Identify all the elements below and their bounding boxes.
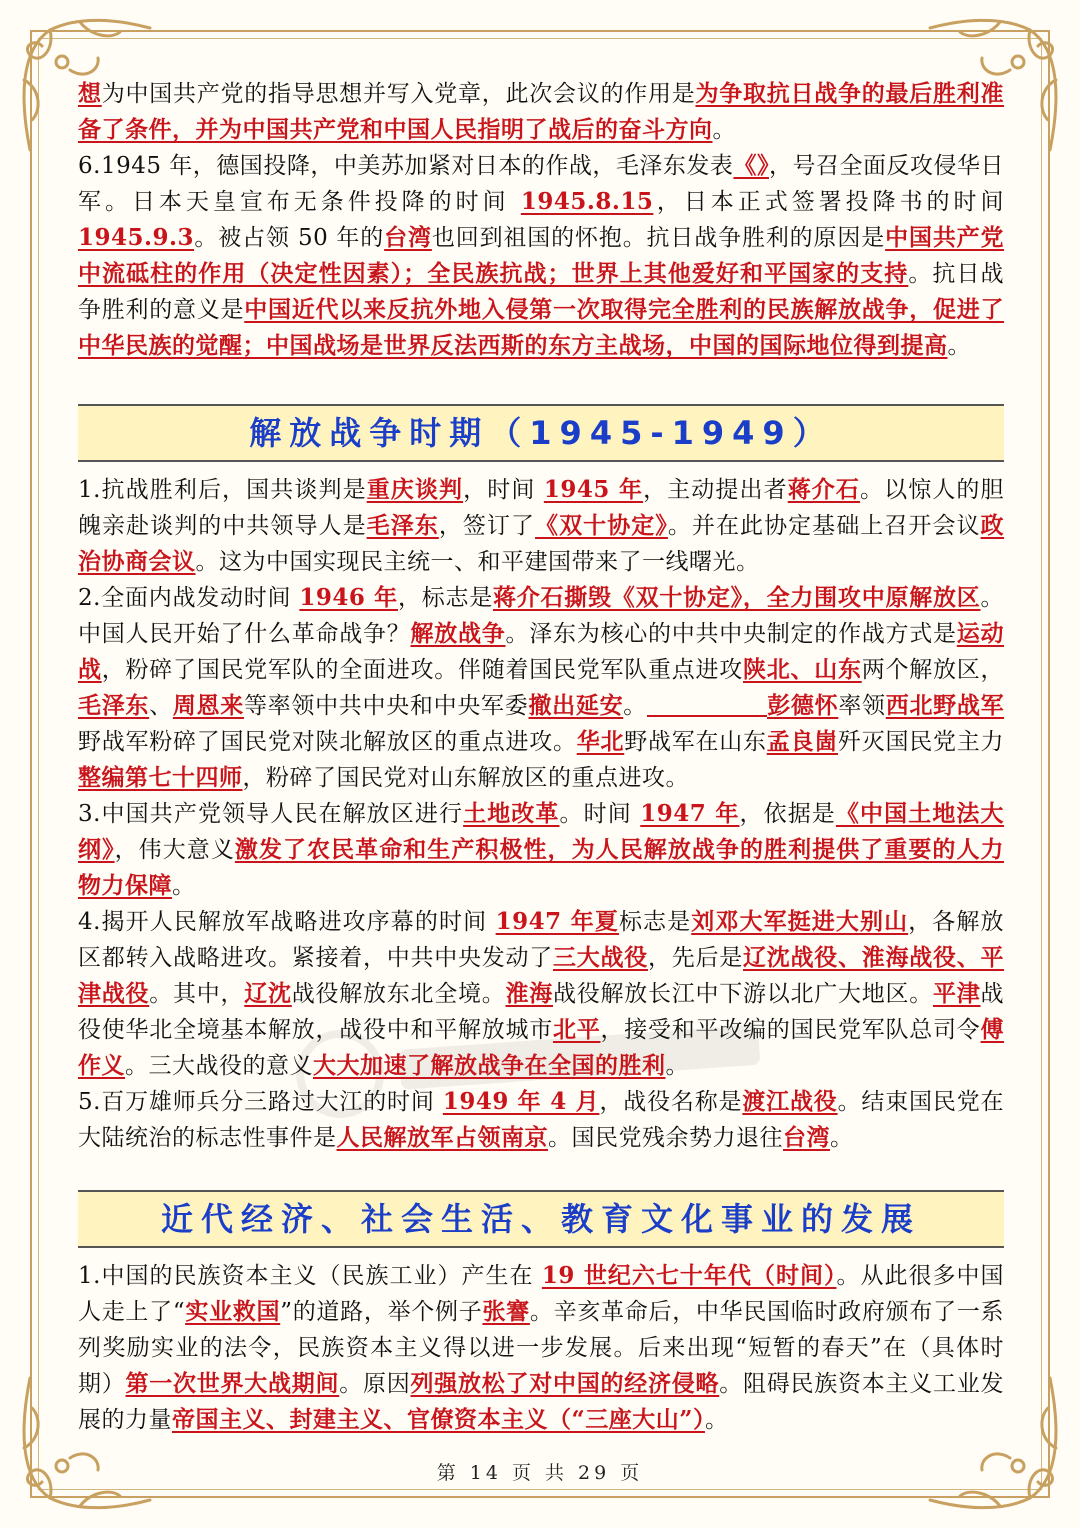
question-text: ，接受和平改编的国民党军队总司令 (600, 1017, 981, 1043)
answer-text: 彭德怀 (767, 692, 839, 719)
answer-text: 1945.8.15 (520, 188, 654, 215)
question-text: 5.百万雄师兵分三路过大江的时间 (78, 1089, 443, 1115)
answer-text: 平津 (933, 980, 981, 1007)
question-text: 。 (830, 1125, 854, 1151)
question-text: 率领 (838, 693, 886, 719)
answer-text: 台湾 (783, 1124, 830, 1151)
answer-text: 张謇 (482, 1298, 530, 1325)
question-text: 6.1945 年，德国投降，中美苏加紧对日本的作战，毛泽东发表 (78, 153, 734, 179)
question-text: 。辛亥革命后，中华民国临时政府颁布了一系列奖励实业的法令，民族资本主义得以进一步发展。后来出现“短暂的春天”在（具体时期） (78, 1299, 1005, 1397)
answer-text: 帝国主义、封建主义、官僚资本主义（“三座大山”） (172, 1406, 705, 1433)
answer-text: 人民解放军占领南京 (336, 1124, 548, 1151)
question-text: 。这为中国实现民主统一、和平建国带来了一线曙光。 (195, 549, 760, 575)
question-text: 标志是 (618, 909, 692, 935)
answer-text: 中国共产党中流砥柱的作用（决定性因素）；全民族抗战；世界上其他爱好和平国家的支持 (78, 224, 1005, 287)
question-text: 。泽东为核心的中共中央制定的作战方式是 (505, 621, 957, 647)
answer-text: 孟良崮 (766, 728, 838, 755)
question-text: 2.全面内战发动时间 (78, 585, 300, 611)
question-text: 。以惊人的胆魄亲赴谈判的中共领导人是 (78, 477, 1005, 539)
question-text: ，日本正式签署投降书的时间 (653, 189, 1005, 215)
answer-text: 撤出延安 (528, 692, 624, 719)
answer-text: 1946 年 (299, 584, 398, 611)
answer-text: 渡江战役 (742, 1088, 838, 1115)
question-text: 1.中国的民族资本主义（民族工业）产生在 (78, 1263, 542, 1289)
answer-text: 列强放松了对中国的经济侵略 (410, 1370, 720, 1397)
question-text: 。 (665, 1053, 689, 1079)
question-text: ，先后是 (648, 945, 743, 971)
answer-text: 华北 (576, 728, 625, 755)
section-heading-liberation-war: 解放战争时期（1945-1949） (78, 404, 1004, 462)
question-text: ，号召全面反攻侵华日军。日本天皇宣布无条件投降的时间 (78, 153, 1005, 215)
question-text: ，标志是 (397, 585, 493, 611)
answer-text: 三大战役 (553, 944, 648, 971)
question-text: 。 (947, 333, 971, 359)
answer-text: 1949 年 4 月 (442, 1088, 600, 1115)
answer-blank (647, 691, 767, 717)
question-text: ，各解放区都转入战略进攻。紧接着，中共中央发动了 (78, 909, 1005, 971)
answer-text: 《双十协定》 (535, 512, 668, 539)
question-text: ，粉碎了国民党军队的全面进攻。伴随着国民党军队重点进攻 (101, 657, 743, 683)
page-number: 第 14 页 共 29 页 (436, 1462, 644, 1484)
question-text: 。结束国民党在大陆统治的标志性事件是 (78, 1089, 1005, 1151)
question-3 (78, 796, 1004, 904)
question-text: 3.中国共产党领导人民在解放区进行 (78, 801, 464, 827)
answer-text: 《中国土地法大纲》 (78, 800, 1005, 863)
answer-text: 陕北、山东 (743, 656, 862, 683)
answer-text: 政治协商会议 (78, 512, 1005, 575)
answer-text: 整编第七十四师 (78, 764, 243, 791)
question-text: 。抗日战争胜利的意义是 (78, 261, 1005, 323)
question-text: ，粉碎了国民党对山东解放区的重点进攻。 (242, 765, 689, 791)
answer-text: 1947 年 (640, 800, 740, 827)
section-heading-modern-economy: 近代经济、社会生活、教育文化事业的发展 (78, 1190, 1004, 1248)
question-text: 。三大战役的意义 (125, 1053, 313, 1079)
question-text: 。从此很多中国人走上了“ (78, 1263, 1005, 1325)
question-text: 。 (172, 873, 196, 899)
question-text: 战役解放长江中下游以北广大地区。 (553, 981, 933, 1007)
answer-text: 1945.9.3 (78, 224, 195, 251)
question-text: 。时间 (559, 801, 641, 827)
answer-text: 19 世纪六七十年代（时间） (541, 1262, 837, 1289)
question-text: 战役使华北全境基本解放，战役中和平解放城市 (78, 981, 1004, 1043)
question-text: 、 (149, 693, 173, 719)
question-text: ，主动提出者 (643, 477, 788, 503)
question-text: 野战军粉碎了国民党对陕北解放区的重点进攻。 (78, 729, 577, 755)
answer-text: 傅作义 (78, 1016, 1004, 1079)
question-text: ，签订了 (438, 513, 536, 539)
question-text: 。国民党残余势力退往 (548, 1125, 783, 1151)
answer-text: 台湾 (384, 224, 432, 251)
question-text: 歼灭国民党主力 (838, 729, 1004, 755)
question-text: 。阻碍民族资本主义工业发展的力量 (78, 1371, 1004, 1433)
paragraph-intro-2 (78, 148, 1004, 364)
question-5 (78, 1084, 1004, 1156)
question-text: ，战役名称是 (599, 1089, 743, 1115)
answer-text: 第一次世界大战期间 (125, 1370, 340, 1397)
question-text: 。其中， (149, 981, 245, 1007)
answer-text: 《》 (733, 152, 769, 179)
question-text: 野战军在山东 (624, 729, 767, 755)
question-text: 两个解放区， (861, 657, 1004, 683)
answer-text: 大大加速了解放战争在全国的胜利 (313, 1052, 666, 1079)
question-4 (78, 904, 1004, 1084)
question-text: 。并在此协定基础上召开会议 (667, 513, 981, 539)
answer-text: 1947 年夏 (495, 908, 619, 935)
answer-text: 周恩来 (172, 692, 244, 719)
answer-text: 解放战争 (410, 620, 506, 647)
answer-text: 辽沈 (244, 980, 292, 1007)
answer-text: 毛泽东 (366, 512, 439, 539)
answer-text: 刘邓大军挺进大别山 (691, 908, 909, 935)
answer-text: 运动战 (78, 620, 1004, 683)
question-econ-1 (78, 1258, 1004, 1438)
question-text: 为中国共产党的指导思想并写入党章，此次会议的作用是 (101, 81, 696, 107)
answer-text: 中国近代以来反抗外地入侵第一次取得完全胜利的民族解放战争，促进了中华民族的觉醒；中国战场是世界反法西斯的东方主战场，中国的国际地位得到提高 (78, 296, 1004, 359)
answer-text: 土地改革 (463, 800, 560, 827)
document-body (78, 76, 1004, 1438)
question-text: ”的道路，举个例子 (280, 1299, 483, 1325)
question-text: 等率领中共中央和中央军委 (243, 693, 529, 719)
answer-text: 辽沈战役、淮海战役、平津战役 (78, 944, 1004, 1007)
question-text: 。 (704, 1407, 729, 1433)
question-2 (78, 580, 1004, 796)
answer-text: 实业救国 (185, 1298, 281, 1325)
answer-text: 为争取抗日战争的最后胜利准备了条件，并为中国共产党和中国人民指明了战后的奋斗方向 (78, 80, 1004, 143)
question-text: 。原因 (339, 1371, 411, 1397)
answer-text: 重庆谈判 (366, 476, 464, 503)
answer-text: 毛泽东 (78, 692, 150, 719)
question-text: 。 (623, 693, 647, 719)
question-text: 。 (712, 117, 736, 143)
answer-text: 蒋介石 (787, 476, 861, 503)
answer-text: 西北野战军 (885, 692, 1005, 719)
question-text: 4.揭开人民解放军战略进攻序幕的时间 (78, 909, 496, 935)
question-text: 1.抗战胜利后，国共谈判是 (78, 477, 367, 503)
question-text: 战役解放东北全境。 (291, 981, 506, 1007)
question-text: ，依据是 (739, 801, 836, 827)
answer-text: 蒋介石撕毁《双十协定》，全力围攻中原解放区 (493, 584, 981, 611)
question-text: ，时间 (463, 477, 544, 503)
paragraph-intro-1 (78, 76, 1004, 148)
question-text: ，伟大意义 (114, 837, 235, 863)
answer-text: 北平 (553, 1016, 601, 1043)
answer-text: 淮海 (505, 980, 553, 1007)
question-text: 。中国人民开始了什么革命战争？ (78, 585, 1005, 647)
question-1 (78, 472, 1004, 580)
answer-text: 激发了农民革命和生产积极性，为人民解放战争的胜利提供了重要的人力物力保障 (78, 836, 1005, 899)
question-text: 。被占领 50 年的 (194, 225, 385, 251)
question-text: 也回到祖国的怀抱。抗日战争胜利的原因是 (431, 225, 886, 251)
answer-text: 想 (78, 80, 102, 107)
answer-text: 1945 年 (543, 476, 644, 503)
